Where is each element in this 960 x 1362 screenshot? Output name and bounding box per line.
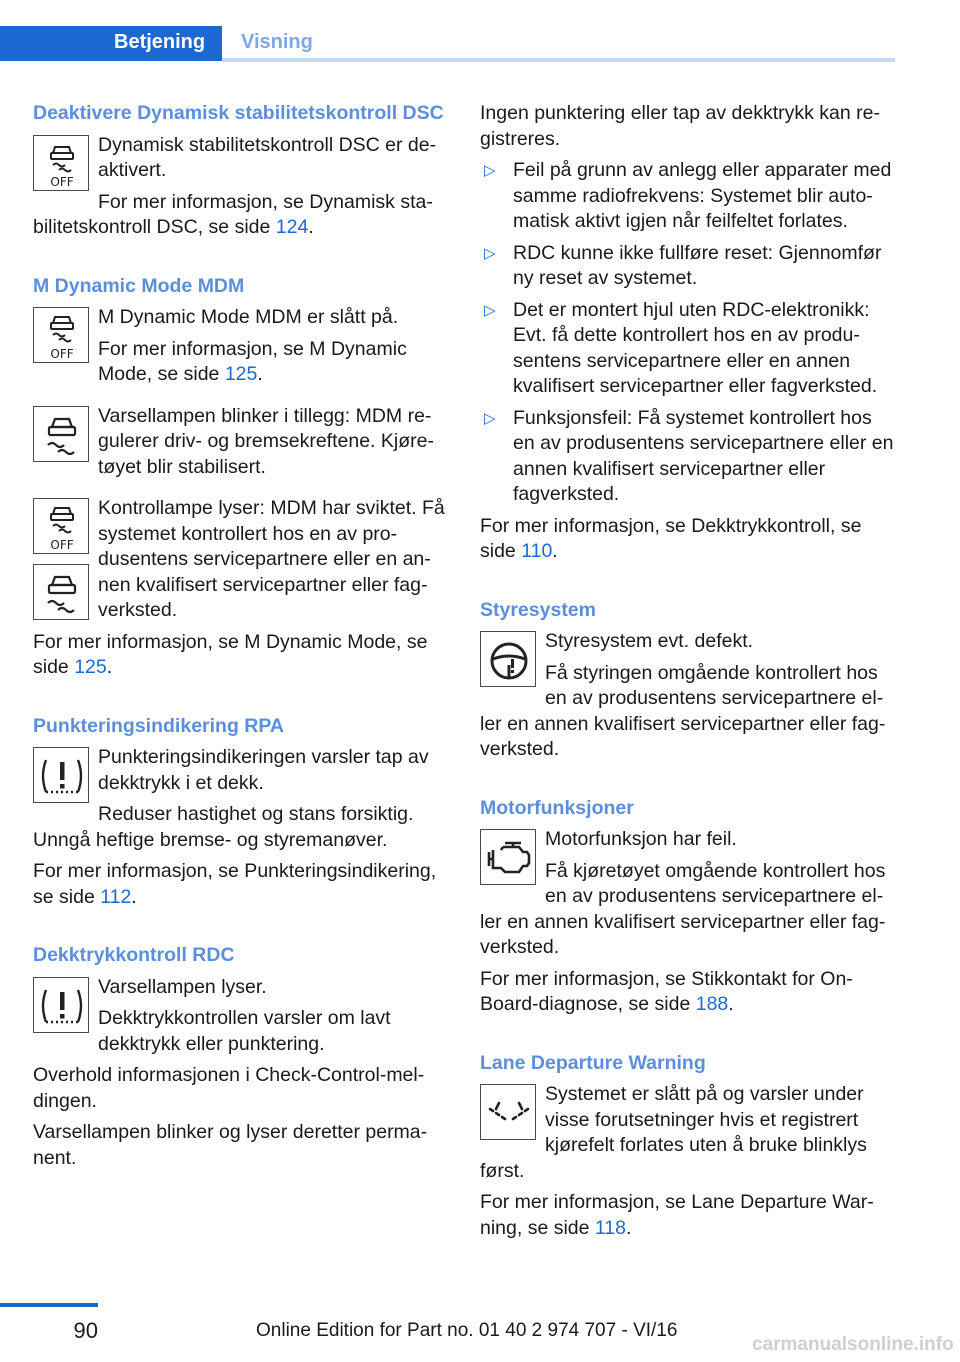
section-heading-engine: Motorfunksjoner bbox=[480, 796, 634, 819]
tire-pressure-monitor-icon bbox=[33, 977, 89, 1033]
svg-text:OFF: OFF bbox=[50, 538, 74, 552]
page-link-124[interactable]: 124 bbox=[275, 216, 309, 238]
triangle-bullet-icon: ▷ bbox=[484, 301, 496, 319]
mdm-text-4: Kontrollampe lyser: MDM har sviktet. Få systemet kontrollert hos en av pro-dusentens servicepartnere eller en an-nen kvalifisert servicepartner eller fag-verksted. bbox=[98, 497, 445, 621]
lane-text-1: Systemet er slått på og varsler under visse forutsetninger hvis et registrert kjørefelt forlates uten å bruke blinklys først. bbox=[480, 1083, 867, 1182]
lane-text-2: For mer informasjon, se Lane Departure War-ning, se side 118. bbox=[480, 1191, 874, 1239]
mdm-text-1: M Dynamic Mode MDM er slått på. bbox=[98, 306, 399, 328]
svg-text:OFF: OFF bbox=[50, 174, 74, 189]
rdc-text-4: Varsellampen blinker og lyser deretter perma-nent. bbox=[33, 1121, 428, 1169]
mdm-off-failure-icon bbox=[33, 498, 89, 554]
rdc-bullet-list bbox=[480, 158, 898, 508]
stability-failure-icon bbox=[33, 564, 89, 620]
section-heading-rdc: Dekktrykkontroll RDC bbox=[33, 944, 235, 966]
mdm-text-3: Varsellampen blinker i tillegg: MDM re-gulerer driv- og bremsekreftene. Kjøre-tøyet blir stabilisert. bbox=[98, 404, 434, 478]
engine-text-1: Motorfunksjon har feil. bbox=[545, 828, 737, 850]
list-item: ▷ Feil på grunn av anlegg eller apparater med samme radiofrekvens: Systemet blir auto-matisk aktivt igjen når feilfeltet forlates. bbox=[484, 159, 892, 232]
header-bar bbox=[0, 0, 895, 62]
watermark: carmanualsonline.info bbox=[752, 1334, 954, 1355]
right-column bbox=[480, 101, 898, 1247]
section-heading-mdm: M Dynamic Mode MDM bbox=[33, 274, 245, 297]
engine-icon bbox=[480, 829, 536, 885]
footer-rule bbox=[0, 1303, 98, 1307]
rpa-text-2: Reduser hastighet og stans forsiktig. Unngå heftige bremse- og styremanøver. bbox=[33, 803, 414, 851]
section-heading-rpa: Punkteringsindikering RPA bbox=[33, 714, 285, 737]
section-heading-steering: Styresystem bbox=[480, 598, 596, 621]
triangle-bullet-icon: ▷ bbox=[484, 244, 496, 262]
lane-departure-icon bbox=[480, 1084, 536, 1140]
edition-text: Online Edition for Part no. 01 40 2 974 707 - VI/16 bbox=[256, 1320, 678, 1341]
rpa-text-3: For mer informasjon, se Punkteringsindikering, se side 112. bbox=[33, 860, 437, 908]
list-item: ▷ Funksjonsfeil: Få systemet kontrollert hos en av produsentens servicepartnere eller en annen kvalifisert servicepartner eller fagverksted. bbox=[484, 406, 894, 505]
left-column bbox=[33, 101, 448, 1177]
dsc-text-2: For mer informasjon, se Dynamisk sta-bilitetskontroll DSC, se side 124. bbox=[33, 190, 433, 238]
rdc-text-1: Varsellampen lyser. bbox=[98, 975, 267, 998]
page-number: 90 bbox=[73, 1318, 98, 1343]
list-item: ▷ RDC kunne ikke fullføre reset: Gjennomfør ny reset av systemet. bbox=[484, 241, 882, 289]
rdc-text-3: Overhold informasjonen i Check-Control-mel-dingen. bbox=[33, 1064, 425, 1112]
rdc-text-2: Dekktrykkontrollen varsler om lavt dekktrykk eller punktering. bbox=[98, 1007, 391, 1055]
rdc-more-text: For mer informasjon, se Dekktrykkontroll, se side 110. bbox=[480, 514, 862, 562]
dsc-text-1: Dynamisk stabilitetskontroll DSC er de-aktivert. bbox=[98, 133, 437, 181]
dsc-off-icon bbox=[33, 135, 89, 191]
header-divider bbox=[222, 58, 895, 62]
tab-visning[interactable]: Visning bbox=[222, 26, 895, 61]
section-heading-dsc: Deaktivere Dynamisk stabilitetskontroll DSC bbox=[33, 102, 444, 124]
steering-text-2: Få styringen omgående kontrollert hos en av produsentens servicepartnere el-ler en annen kvalifisert servicepartner eller fag-verksted. bbox=[480, 661, 886, 760]
stability-warning-icon bbox=[33, 406, 89, 462]
engine-text-3: For mer informasjon, se Stikkontakt for On-Board-diagnose, se side 188. bbox=[480, 967, 853, 1015]
page-link-112[interactable]: 112 bbox=[100, 885, 132, 908]
rpa-text-1: Punkteringsindikeringen varsler tap av dekktrykk i et dekk. bbox=[98, 746, 429, 794]
tab-betjening[interactable]: Betjening bbox=[0, 26, 222, 61]
page-link-125[interactable]: 125 bbox=[224, 363, 258, 385]
triangle-bullet-icon: ▷ bbox=[484, 162, 496, 179]
page-link-118[interactable]: 118 bbox=[594, 1216, 626, 1239]
steering-wheel-icon bbox=[480, 631, 536, 687]
tire-pressure-warning-icon bbox=[33, 747, 89, 803]
section-heading-lane: Lane Departure Warning bbox=[480, 1051, 706, 1074]
steering-text-1: Styresystem evt. defekt. bbox=[545, 630, 754, 652]
rdc-continued-text: Ingen punktering eller tap av dekktrykk kan re-gistreres. bbox=[480, 102, 880, 150]
mdm-text-2: For mer informasjon, se M Dynamic Mode, se side 125. bbox=[98, 337, 407, 385]
page-link-125b[interactable]: 125 bbox=[74, 656, 107, 678]
list-item: ▷ Det er montert hjul uten RDC-elektronikk: Evt. få dette kontrollert hos en av produ-sentens servicepartnere eller en annen kvalifisert servicepartner eller fagverksted. bbox=[484, 298, 878, 397]
page-link-188[interactable]: 188 bbox=[695, 993, 729, 1015]
svg-text:OFF: OFF bbox=[50, 347, 74, 361]
mdm-off-icon bbox=[33, 307, 89, 363]
page-link-110[interactable]: 110 bbox=[521, 540, 553, 562]
triangle-bullet-icon: ▷ bbox=[484, 409, 496, 427]
engine-text-2: Få kjøretøyet omgående kontrollert hos en av produsentens servicepartnere el-ler en annen kvalifisert servicepartner eller fag-verksted. bbox=[480, 859, 886, 958]
mdm-text-5: For mer informasjon, se M Dynamic Mode, se side 125. bbox=[33, 630, 428, 678]
